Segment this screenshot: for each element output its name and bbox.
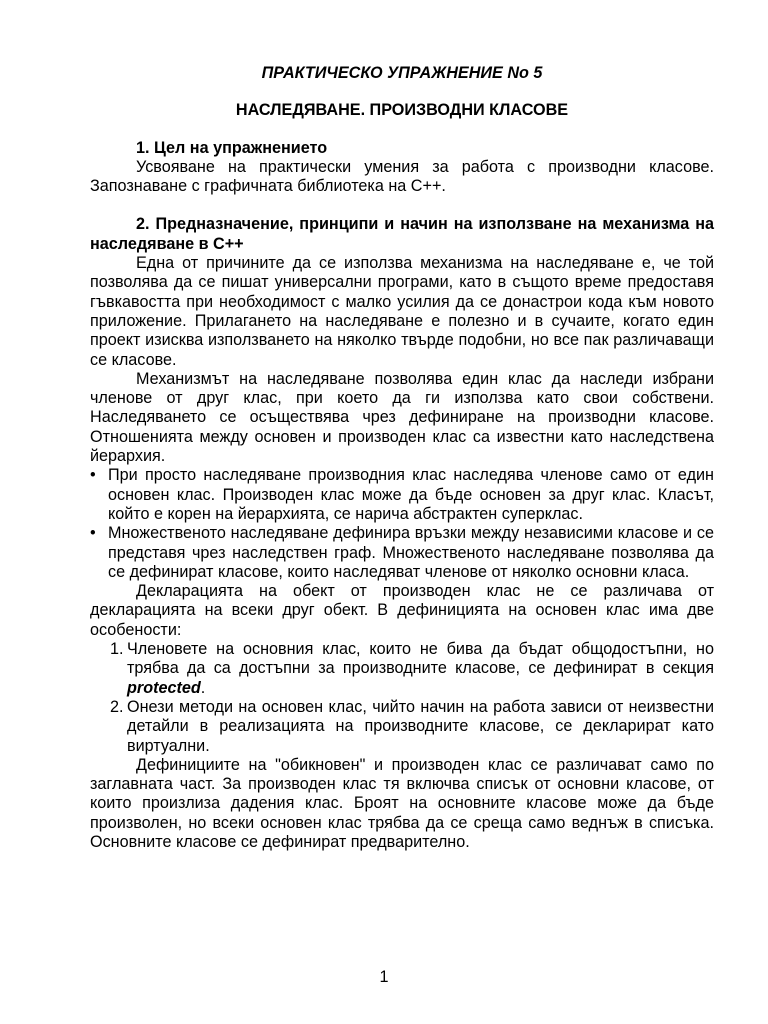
numbered-item-suffix: . [200,678,206,697]
document-subtitle: НАСЛЕДЯВАНЕ. ПРОИЗВОДНИ КЛАСОВЕ [235,101,569,120]
section-2-heading: 2. Предназначение, принципи и начин на използване на механизма на наследяване в C++ [90,215,714,253]
item-number: 2. [110,697,124,716]
bullet-item [90,466,714,524]
bullet-icon: • [90,466,96,485]
numbered-item-text: Членовете на основния клас, които не бива да бъдат общодостъпни, но трябва да са достъпни за производните класове, се дефинират в секция [127,640,714,678]
numbered-list [90,640,714,756]
document-title: ПРАКТИЧЕСКО УПРАЖНЕНИЕ No 5 [261,64,543,82]
section-2-paragraph-2: Механизмът на наследяване позволява един клас да наследи избрани членове от друг клас, при което да ги използва като свои собствени. Наследяването се осъществява чрез дефиниране на производни класове. Отношенията между основен и производен клас са известни като наследствена йерархия. [90,369,714,466]
keyword-protected: protected [127,678,201,697]
spacer [90,196,714,215]
section-1-heading: 1. Цел на упражнението [136,138,328,157]
numbered-item [90,698,714,756]
section-2-paragraph-4: Дефинициите на "обикновен" и производен клас се различават само по заглавната част. За производен клас тя включва списък от основни класове, от които произлиза дадения клас. Броят на основните класове може да бъде произволен, но всеки основен клас трябва да се среща само веднъж в списъка. Основните класове се дефинират предварително. [90,755,714,851]
page-number: 1 [379,968,389,986]
section-2-paragraph-3: Декларацията на обект от производен клас не се различава от декларацията на всеки друг обект. В дефиницията на основен клас има две особености: [90,582,714,639]
numbered-item [90,640,714,698]
section-1-text: Усвояване на практически умения за работа с производни класове. Запознаване с графичната библиотека на C++. [90,157,714,196]
bullet-item-text: При просто наследяване производния клас наследява членове само от един основен клас. Производен клас може да бъде основен за друг клас. Класът, който е корен на йерархията, се нарича абстрактен суперклас. [108,466,714,523]
bullet-item [90,524,714,582]
numbered-item-text: Онези методи на основен клас, чийто начин на работа зависи от неизвестни детайли в реализацията на производните класове, се декларират като виртуални. [127,697,714,755]
bullet-list [90,466,714,582]
bullet-icon: • [90,524,96,543]
section-2-paragraph-1: Една от причините да се използва механизма на наследяване е, че той позволява да се пишат универсални програми, като в същото време предоставя гъвкавостта при необходимост с малко усилия да се донастрои кода към новото приложение. Прилагането на наследяване е полезно и в сучаите, когато един проект изисква използването на няколко твърде подобни, но все пак различаващи се класове. [90,254,714,369]
item-number: 1. [110,640,124,659]
bullet-item-text: Множественото наследяване дефинира връзки между независими класове и се представя чрез наследствен граф. Множественото наследяване позволява да се дефинират класове, които наследяват членове от няколко основни класа. [108,524,714,581]
